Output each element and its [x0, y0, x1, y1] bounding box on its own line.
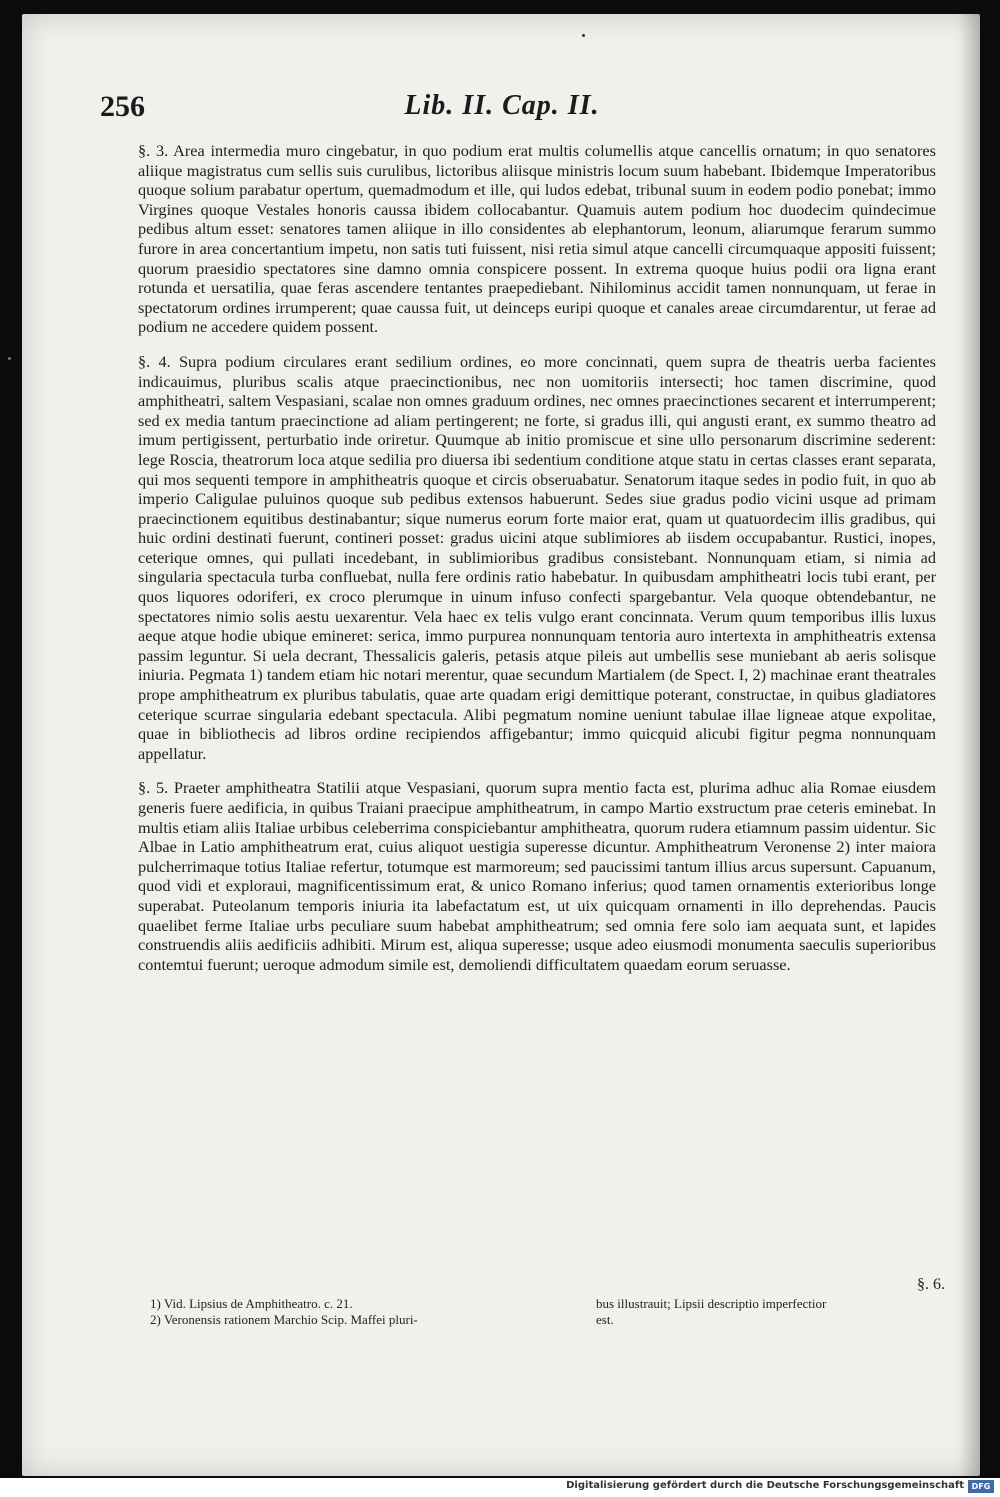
- footnotes-left-column: [150, 1296, 550, 1328]
- footnotes: [150, 1296, 936, 1336]
- footnote-line: bus illustrauit; Lipsii descriptio imperfectior: [596, 1296, 827, 1311]
- page-number: 256: [100, 90, 145, 123]
- dfg-logo: DFG: [968, 1480, 994, 1493]
- catchword: §. 6.: [917, 1276, 945, 1293]
- ink-speck: [582, 34, 585, 37]
- footnote-line: 1) Vid. Lipsius de Amphitheatro. c. 21.: [150, 1296, 353, 1311]
- footnote-line: est.: [596, 1312, 614, 1327]
- funding-credit: Digitalisierung gefördert durch die Deutsche Forschungsgemeinschaft: [566, 1480, 964, 1491]
- paragraph-section-5: §. 5. Praeter amphitheatra Statilii atque Vespasiani, quorum supra mentio facta est, plurima adhuc alia Romae eiusdem generis fuere aedificia, in quibus Traiani praecipue amphitheatrum, in campo Martio exstructum prae ceteris eminebat. In multis etiam aliis Italiae urbibus celeberrima conspiciebantur amphitheatra, quorum rudera etiamnum passim uidentur. Sic Albae in Latio amphitheatrum erat, cuius aliquot uestigia superesse dicuntur. Amphitheatrum Veronense 2) inter maiora pulcherrimaque totius Italiae refertur, totumque est marmoreum; sed paucissimi tantum illius arcus supersunt. Capuanum, quod vidi et exploraui, magnificentissimum erat, & unico Romano inferius; quod tamen ornamentis exterioribus longe superabat. Puteolanum temporis iniuria ita labefactatum est, ut uix quicquam ornamenti in illo deprehendas. Paucis quaelibet ferme Italiae urbs peculiare suum habebat amphitheatrum; sed omnia fere solo iam aequata sunt, et lapides construendis aliis aedificiis adhibiti. Mirum est, aliqua superesse; usque adeo eiusmodi monumenta saeculis superioribus contemtui fuerunt; ueroque admodum simile est, demoliendi difficultatem quaedam eorum seruasse.: [138, 778, 936, 974]
- paragraph-section-3: §. 3. Area intermedia muro cingebatur, in quo podium erat multis columellis atque cancellis ornatum; in quo senatores aliique magistratus cum sellis suis curulibus, lictoribus aliisque ministris locum suum habebant. Ibidemque Imperatoribus quoque solium parabatur opertum, quemadmodum et ille, qui ludos edebat, tribunal suum in eodem podio ponebat; immo Virgines quoque Vestales honoris caussa ibidem collocabantur. Quamuis autem podium hoc duodecim quindecimue pedibus altum esset: senatores tamen aliique in illo considentes ab elephantorum, leonum, aliarumque ferarum summo furore in area concertantium impetu, non satis tuti fuissent, nisi retia simul atque cancelli circumquaque appositi fuissent; quorum praesidio spectatores sine damno omnia conspicere possent. In extrema quoque huius podii ora ligna erant rotunda et uersatilia, quae feras ascendere tentantes praepediebant. Nihilominus accidit tamen nonnunquam, ut ferae in spectatorum ordines irrumperent; quae caussa fuit, ut deinceps euripi quoque et canales areae circumdarentur, ut ferae ad podium ne accedere quidem possent.: [138, 141, 936, 337]
- paragraph-section-4: §. 4. Supra podium circulares erant sedilium ordines, eo more concinnati, quem supra de theatris uerba facientes indicauimus, pluribus scalis atque praecinctionibus, nec non uomitoriis intersecti; hoc tamen discrimine, quod amphitheatri, saltem Vespasiani, scalae non omnes graduum ordines, nec omnes praecinctiones secarent et interrumperent; sed ex media tantum praecinctione ad aliam pertingerent; ne forte, si gradus illi, qui angusti erant, ex summo theatro ad imum pertigissent, perturbatio inde oriretur. Quumque ab initio promiscue et sine ullo personarum discrimine sederent: lege Roscia, theatrorum loca atque sedilia pro diuersa ibi sedentium conditione atque statu in certas classes erant separata, qui mos sequenti tempore in amphitheatris quoque et circis obseruabatur. Senatorum itaque sedes in podio fuit, in quo ab imperio Caligulae puluinos quoque sub pedibus extensos habuerunt. Sedes siue gradus podio vicini usque ad primam praecinctionem equitibus destinabantur; sique numerus eorum forte maior erat, quam ut quatuordecim illis gradibus, qui huic ordini destinati fuerunt, contineri posset: gradus uicini atque sublimiores ab iisdem occupabantur. Rustici, inopes, ceterique omnes, qui pullati incedebant, in sublimioribus gradibus consistebant. Nonnunquam etiam, si nimia ad singularia spectacula turba confluebat, nulla fere ordinis ratio habebatur. In quibusdam amphitheatri locis tubi erant, per quos liquores odoriferi, ex croco plerumque in uinum infuso confecti spargebantur. Vela quoque obtendebantur, ne spectatores nimio solis aestu uexarentur. Vela haec ex telis vulgo erant concinnata. Verum quum temporibus illis luxus aeque atque hodie ubique emineret: serica, immo purpurea nonnunquam tentoria auro intertexta in amphitheatris extensa passim leguntur. Si uela decrant, Thessalicis galeris, petasis atque pileis aut umbellis sese muniebant ab aeris solisque iniuria. Pegmata 1) tandem etiam hic notari merentur, quae secundum Martialem (de Spect. I, 2) machinae erant theatrales prope amphitheatrum ex pluribus tabulatis, quae arte quadam erigi demittique poterant, constructae, in quibus gladiatores ceterique scurrae singularia edebant spectacula. Alibi pegmatum nomine ueniunt tabulae illae ligneae atque expolitae, quae in bibliothecis ad libros ordine recipiendos affigebantur; immo quicquid alicubi figitur pegma nonnunquam appellatur.: [138, 351, 936, 763]
- page-header: [100, 90, 940, 134]
- ink-speck: [8, 357, 11, 360]
- footnotes-right-column: [596, 1296, 936, 1328]
- running-head: Lib. II. Cap. II.: [404, 90, 600, 121]
- footer-bar: [0, 1478, 1000, 1497]
- body-text: [138, 141, 936, 974]
- footnote-line: 2) Veronensis rationem Marchio Scip. Maffei pluri-: [150, 1312, 418, 1327]
